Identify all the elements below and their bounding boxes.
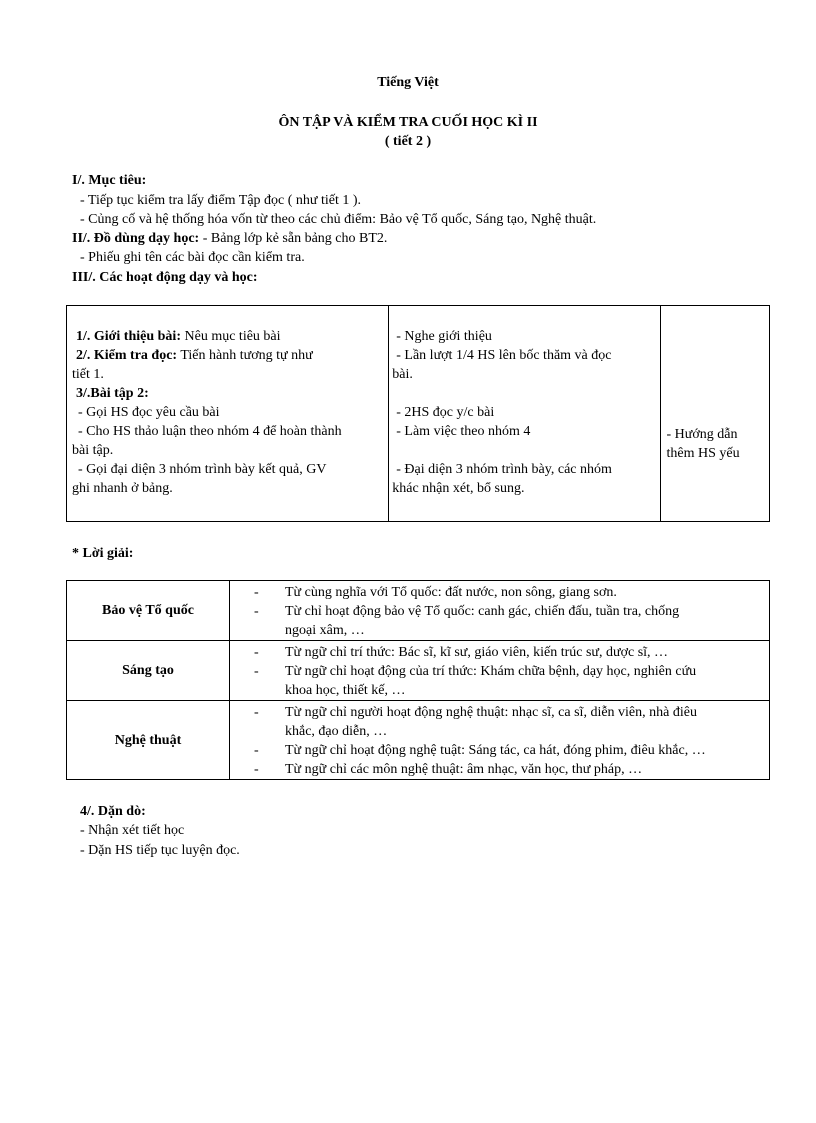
materials-line bbox=[72, 229, 387, 248]
teacher-item: - Gọi đại diện 3 nhóm trình bày kết quả, GV bbox=[78, 462, 327, 477]
activities-table bbox=[66, 305, 770, 522]
closing-heading: 4/. Dặn dò: bbox=[80, 804, 146, 819]
student-item: - Nghe giới thiệu bbox=[396, 329, 492, 344]
student-item: - Làm việc theo nhóm 4 bbox=[396, 424, 531, 439]
student-item: - Lần lượt 1/4 HS lên bốc thăm và đọc bbox=[396, 348, 612, 363]
table-row bbox=[67, 701, 770, 780]
solution-table bbox=[66, 580, 770, 780]
list-item: - Từ chỉ hoạt động bảo vệ Tổ quốc: canh gác, chiến đấu, tuần tra, chống ngoại xâm, … bbox=[254, 604, 680, 638]
teacher-step-2: 2/. Kiểm tra đọc: Tiến hành tương tự như bbox=[76, 348, 313, 363]
solution-heading: * Lời giải: bbox=[72, 546, 134, 561]
teacher-step-2-cont: tiết 1. bbox=[72, 367, 104, 382]
note-line: - Hướng dẫn bbox=[666, 427, 738, 442]
student-column bbox=[389, 306, 661, 522]
teacher-step-1: 1/. Giới thiệu bài: Nêu mục tiêu bài bbox=[76, 329, 281, 344]
teacher-step-3: 3/.Bài tập 2: bbox=[76, 386, 149, 401]
list-item: - Từ cùng nghĩa với Tổ quốc: đất nước, non sông, giang sơn. bbox=[254, 585, 617, 600]
list-item: - Từ ngữ chỉ các môn nghệ thuật: âm nhạc, văn học, thư pháp, … bbox=[254, 762, 643, 777]
closing-item: - Nhận xét tiết học bbox=[80, 823, 185, 838]
student-item-cont: bài. bbox=[392, 367, 413, 382]
teacher-column bbox=[67, 306, 389, 522]
table-row bbox=[67, 641, 770, 701]
teacher-item: - Gọi HS đọc yêu cầu bài bbox=[78, 405, 220, 420]
activities-heading: III/. Các hoạt động dạy và học: bbox=[72, 270, 258, 285]
closing-item: - Dặn HS tiếp tục luyện đọc. bbox=[80, 843, 240, 858]
materials-text: - Bảng lớp kẻ sẵn bảng cho BT2. bbox=[199, 231, 388, 246]
table-row bbox=[67, 581, 770, 641]
list-item: - Từ ngữ chỉ trí thức: Bác sĩ, kĩ sư, giáo viên, kiến trúc sư, dược sĩ, … bbox=[254, 645, 669, 660]
lesson-period: ( tiết 2 ) bbox=[384, 134, 432, 149]
content-cell bbox=[230, 641, 770, 701]
list-item: - Từ ngữ chỉ người hoạt động nghệ thuật: nhạc sĩ, ca sĩ, diễn viên, nhà điêu khắc, đạo diễn, … bbox=[254, 705, 697, 739]
note-line: thêm HS yếu bbox=[666, 446, 740, 461]
list-item: - Từ ngữ chỉ hoạt động của trí thức: Khám chữa bệnh, dạy học, nghiên cứu khoa học, thiết kế, … bbox=[254, 664, 697, 698]
student-item-cont: khác nhận xét, bổ sung. bbox=[392, 481, 525, 496]
materials-item: - Phiếu ghi tên các bài đọc cần kiểm tra. bbox=[80, 250, 305, 265]
topic-cell: Sáng tạo bbox=[67, 641, 230, 701]
teacher-item: - Cho HS thảo luận theo nhóm 4 để hoàn thành bbox=[78, 424, 342, 439]
teacher-item-cont: bài tập. bbox=[72, 443, 114, 458]
objective-item: - Tiếp tục kiểm tra lấy điểm Tập đọc ( như tiết 1 ). bbox=[80, 193, 362, 208]
lesson-title: ÔN TẬP VÀ KIỂM TRA CUỐI HỌC KÌ II bbox=[278, 115, 538, 130]
student-item: - 2HS đọc y/c bài bbox=[396, 405, 495, 420]
subject-title: Tiếng Việt bbox=[377, 75, 439, 90]
objective-item: - Củng cố và hệ thống hóa vốn từ theo các chủ điểm: Bảo vệ Tổ quốc, Sáng tạo, Nghệ thuật. bbox=[80, 212, 597, 227]
student-item: - Đại diện 3 nhóm trình bày, các nhóm bbox=[396, 462, 612, 477]
content-cell bbox=[230, 701, 770, 780]
materials-heading: II/. Đồ dùng dạy học: bbox=[72, 231, 200, 246]
content-cell bbox=[230, 581, 770, 641]
teacher-item-cont: ghi nhanh ở bảng. bbox=[72, 481, 173, 496]
topic-cell: Bảo vệ Tổ quốc bbox=[67, 581, 230, 641]
list-item: - Từ ngữ chỉ hoạt động nghệ tuật: Sáng tác, ca hát, đóng phim, điêu khắc, … bbox=[254, 743, 706, 758]
topic-cell: Nghệ thuật bbox=[67, 701, 230, 780]
objectives-heading: I/. Mục tiêu: bbox=[72, 173, 147, 188]
note-column bbox=[661, 306, 770, 522]
